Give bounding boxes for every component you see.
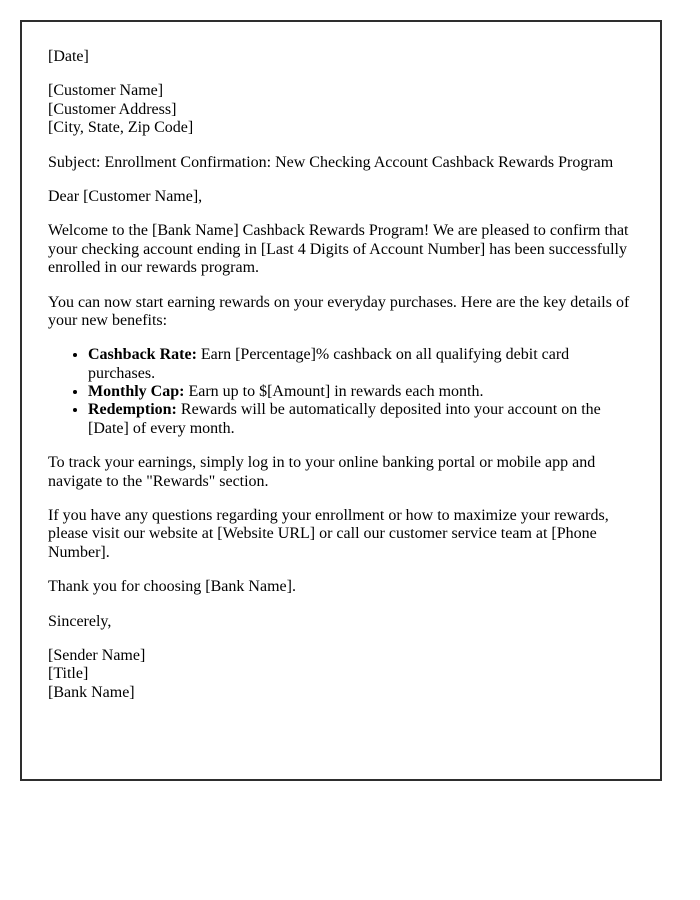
subject-line: Subject: Enrollment Confirmation: New Checking Account Cashback Rewards Program: [48, 153, 614, 171]
paragraph-benefits-intro: You can now start earning rewards on your everyday purchases. Here are the key details of your new benefits:: [48, 293, 630, 329]
benefit-label: Redemption:: [88, 401, 177, 419]
paragraph-questions: If you have any questions regarding your enrollment or how to maximize your rewards, please visit our website at [Website URL] or call our customer service team at [Phone Number].: [48, 507, 609, 561]
closing: Sincerely,: [48, 612, 112, 630]
signature-bank-name: [Bank Name]: [48, 683, 135, 701]
benefit-item-redemption: [88, 401, 634, 438]
recipient-address: [Customer Address]: [48, 100, 177, 118]
benefit-label: Cashback Rate:: [88, 346, 197, 364]
letter-document: [20, 20, 662, 781]
date-line: [Date]: [48, 48, 89, 65]
benefit-text: Earn [Percentage]% cashback on all qualifying debit card purchases.: [88, 346, 570, 382]
benefit-text: Rewards will be automatically deposited into your account on the [Date] of every month.: [88, 401, 601, 437]
recipient-block: [48, 82, 634, 137]
paragraph-welcome: Welcome to the [Bank Name] Cashback Rewards Program! We are pleased to confirm that your checking account ending in [Last 4 Digits of Account Number] has been successfully enrolled in our rewards program.: [48, 222, 629, 277]
paragraph-tracking: To track your earnings, simply log in to your online banking portal or mobile app and navigate to the "Rewards" section.: [48, 454, 596, 490]
recipient-name: [Customer Name]: [48, 82, 164, 100]
benefit-item-monthly-cap: [88, 383, 634, 401]
signature-block: [48, 647, 634, 702]
signature-sender-name: [Sender Name]: [48, 646, 146, 664]
signature-title: [Title]: [48, 665, 89, 683]
paragraph-thanks: Thank you for choosing [Bank Name].: [48, 578, 296, 596]
benefit-text: Earn up to $[Amount] in rewards each month.: [184, 383, 484, 401]
salutation: Dear [Customer Name],: [48, 187, 203, 205]
benefit-item-cashback-rate: [88, 346, 634, 383]
benefit-label: Monthly Cap:: [88, 383, 185, 401]
recipient-city-state-zip: [City, State, Zip Code]: [48, 119, 194, 137]
benefits-list: [48, 346, 634, 438]
